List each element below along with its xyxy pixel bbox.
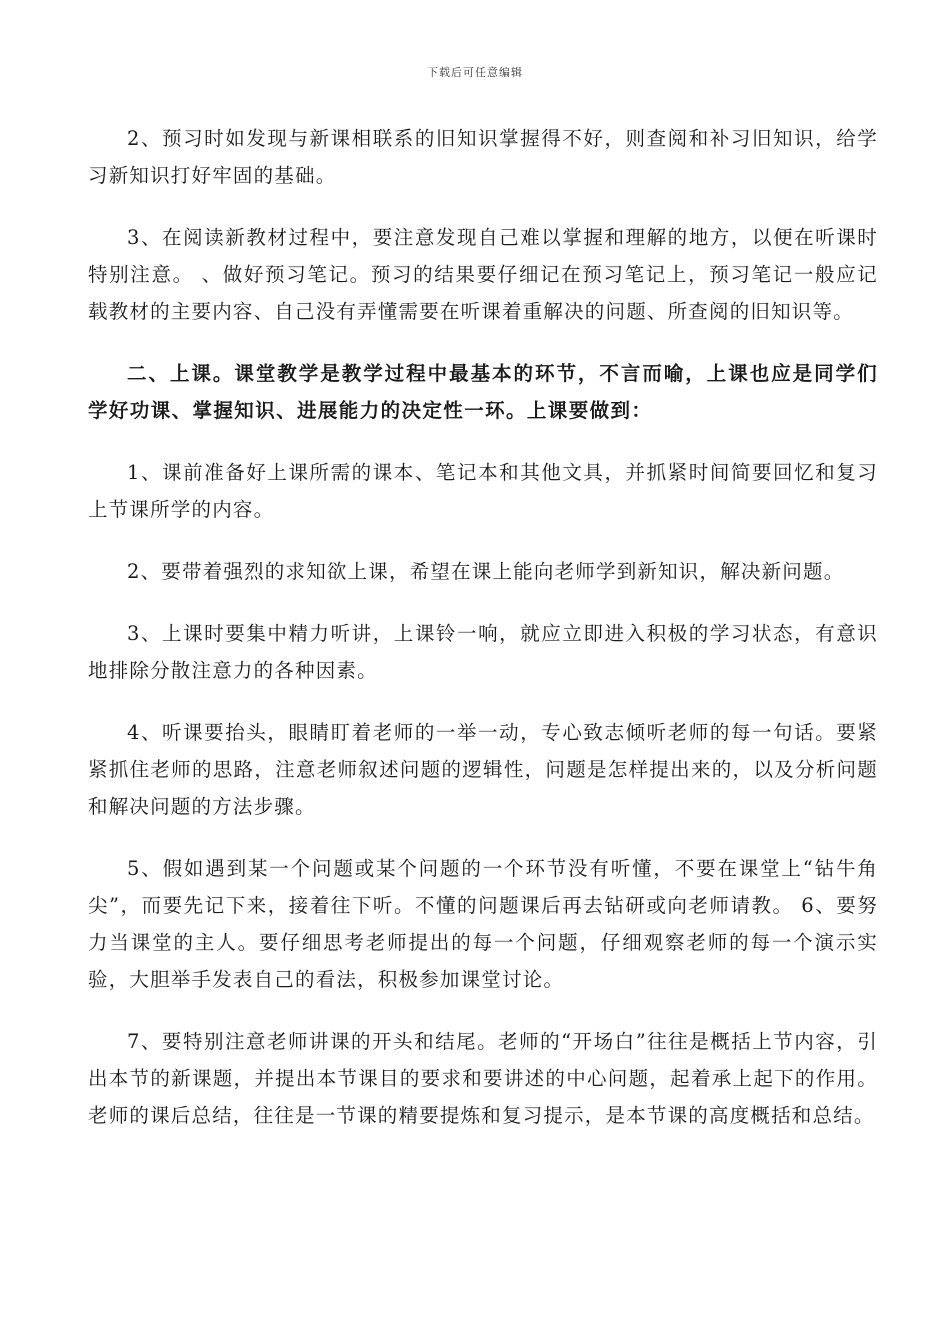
paragraph-concentrate: 3、上课时要集中精力听讲，上课铃一响，就应立即进入积极的学习状态，有意识地排除分散注意力的各种因素。 — [88, 622, 878, 682]
paragraph-difficult-questions: 5、假如遇到某一个问题或某个问题的一个环节没有听懂，不要在课堂上“钻牛角尖”，而要先记下来，接着往下听。不懂的问题课后再去钻研或向老师请教。 6、要努力当课堂的主人。要仔细思考老师提出的每一个问题，仔细观察老师的每一个演示实验，大胆举手发表自己的看法，积极参加课堂讨论。 — [88, 857, 878, 991]
paragraph-opening-closing: 7、要特别注意老师讲课的开头和结尾。老师的“开场白”往往是概括上节内容，引出本节的新课题，并提出本节课目的要求和要讲述的中心问题，起着承上起下的作用。老师的课后总结，往往是一节课的精要提炼和复习提示，是本节课的高度概括和总结。 — [88, 1030, 878, 1127]
page-header-note: 下载后可任意编辑 — [427, 66, 523, 79]
document-body — [88, 120, 878, 1159]
paragraph-listen-carefully: 4、听课要抬头，眼睛盯着老师的一举一动，专心致志倾听老师的每一句话。要紧紧抓住老师的思路，注意老师叙述问题的逻辑性，问题是怎样提出来的，以及分析问题和解决问题的方法步骤。 — [88, 721, 878, 818]
paragraph-curiosity: 2、要带着强烈的求知欲上课，希望在课上能向老师学到新知识，解决新问题。 — [127, 560, 845, 583]
paragraph-prepare-before-class: 1、课前准备好上课所需的课本、笔记本和其他文具，并抓紧时间简要回忆和复习上节课所学的内容。 — [88, 461, 878, 521]
section-heading-attend-class: 二、上课。课堂教学是教学过程中最基本的环节，不言而喻，上课也应是同学们学好功课、掌握知识、进展能力的决定性一环。上课要做到： — [88, 362, 878, 422]
paragraph-preview-review: 2、预习时如发现与新课相联系的旧知识掌握得不好，则查阅和补习旧知识，给学习新知识打好牢固的基础。 — [88, 127, 878, 187]
paragraph-reading-notes: 3、在阅读新教材过程中，要注意发现自己难以掌握和理解的地方，以便在听课时特别注意。 、做好预习笔记。预习的结果要仔细记在预习笔记上，预习笔记一般应记载教材的主要内容、自己没有弄懂需要在听课着重解决的问题、所查阅的旧知识等。 — [88, 226, 878, 323]
